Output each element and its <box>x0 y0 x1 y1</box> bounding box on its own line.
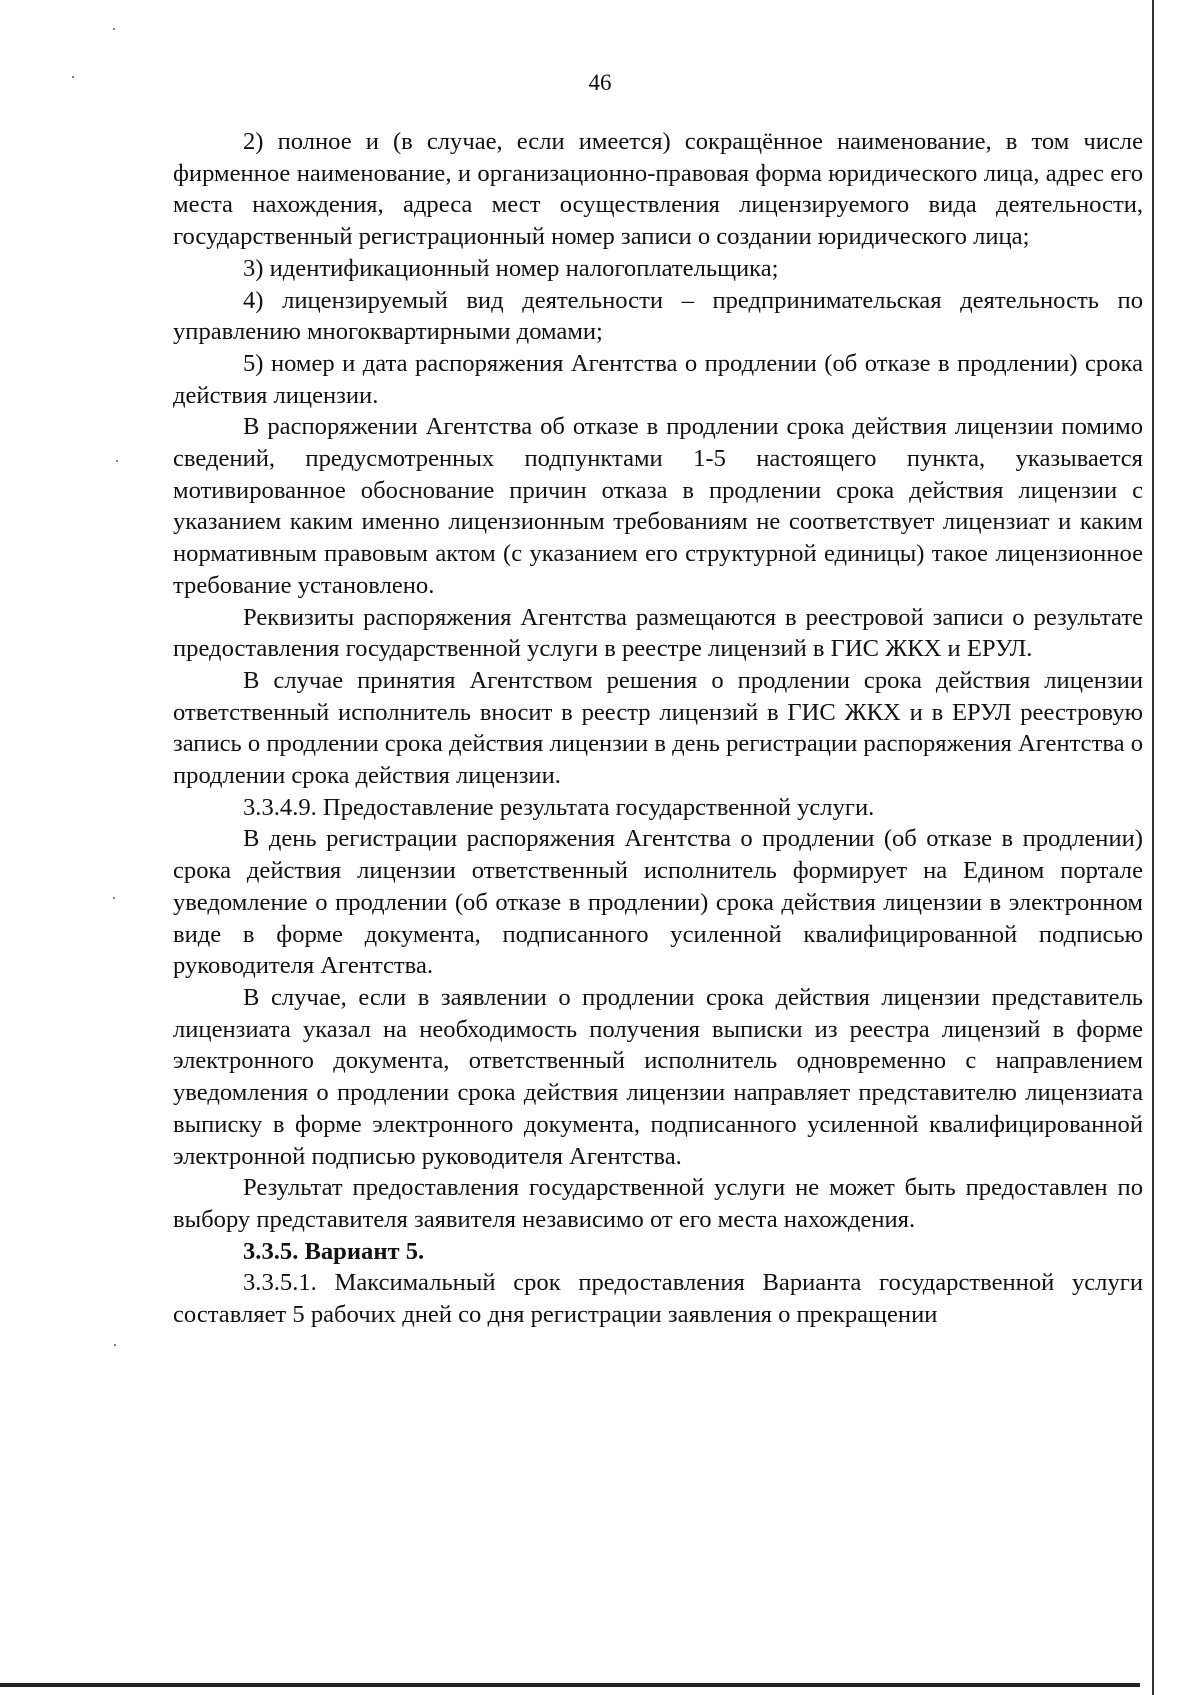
scan-speck <box>116 460 118 462</box>
paragraph: В распоряжении Агентства об отказе в продлении срока действия лицензии помимо сведений, предусмотренных подпунктами 1-5 настоящего пункта, указывается мотивированное обоснование причин отказа в продлении срока действия лицензии с указанием каким именно лицензионным требованиям не соответствует лицензиат и каким нормативным правовым актом (с указанием его структурной единицы) такое лицензионное требование установлено. <box>173 413 1143 599</box>
paragraph: 4) лицензируемый вид деятельности – предпринимательская деятельность по управлению многоквартирными домами; <box>173 286 1143 346</box>
scan-speck <box>113 28 115 30</box>
scan-bottom-edge <box>0 1683 1140 1687</box>
paragraph: 3.3.4.9. Предоставление результата государственной услуги. <box>243 793 875 821</box>
paragraph: В случае, если в заявлении о продлении срока действия лицензии представитель лицензиата указал на необходимость получения выписки из реестра лицензий в форме электронного документа, ответственный исполнитель одновременно с направлением уведомления о продлении срока действия лицензии направляет представителю лицензиата выписку в форме электронного документа, подписанного усиленной квалифицированной электронной подписью руководителя Агентства. <box>173 983 1143 1170</box>
section-heading: 3.3.5. Вариант 5. <box>243 1237 425 1265</box>
paragraph: 2) полное и (в случае, если имеется) сокращённое наименование, в том числе фирменное наименование, и организационно-правовая форма юридического лица, адрес его места нахождения, адреса мест осуществления лицензируемого вида деятельности, государственный регистрационный номер записи о создании юридического лица; <box>173 128 1143 251</box>
paragraph: Результат предоставления государственной услуги не может быть предоставлен по выбору представителя заявителя независимо от его места нахождения. <box>173 1174 1143 1233</box>
paragraph: Реквизиты распоряжения Агентства размещаются в реестровой записи о результате предоставления государственной услуги в реестре лицензий в ГИС ЖКХ и ЕРУЛ. <box>173 603 1143 663</box>
paragraph: В день регистрации распоряжения Агентства о продлении (об отказе в продлении) срока действия лицензии ответственный исполнитель формирует на Едином портале уведомление о продлении (об отказе в продлении) срока действия лицензии в электронном виде в форме документа, подписанного усиленной квалифицированной подписью руководителя Агентства. <box>173 825 1143 980</box>
paragraph: 3) идентификационный номер налогоплательщика; <box>243 254 779 282</box>
paragraph: В случае принятия Агентством решения о продлении срока действия лицензии ответственный исполнитель вносит в реестр лицензий в ГИС ЖКХ и в ЕРУЛ реестровую запись о продлении срока действия лицензии в день регистрации распоряжения Агентства о продлении срока действия лицензии. <box>173 666 1143 790</box>
scan-edge-line <box>1152 0 1154 1695</box>
scan-speck <box>113 897 115 899</box>
paragraph: 3.3.5.1. Максимальный срок предоставления Варианта государственной услуги составляет 5 рабочих дней со дня регистрации заявления о прекращении <box>173 1269 1143 1329</box>
page-number: 46 <box>588 70 612 95</box>
paragraph: 5) номер и дата распоряжения Агентства о продлении (об отказе в продлении) срока действия лицензии. <box>173 349 1143 409</box>
scan-speck <box>114 1344 116 1346</box>
document-body <box>173 126 1143 1331</box>
